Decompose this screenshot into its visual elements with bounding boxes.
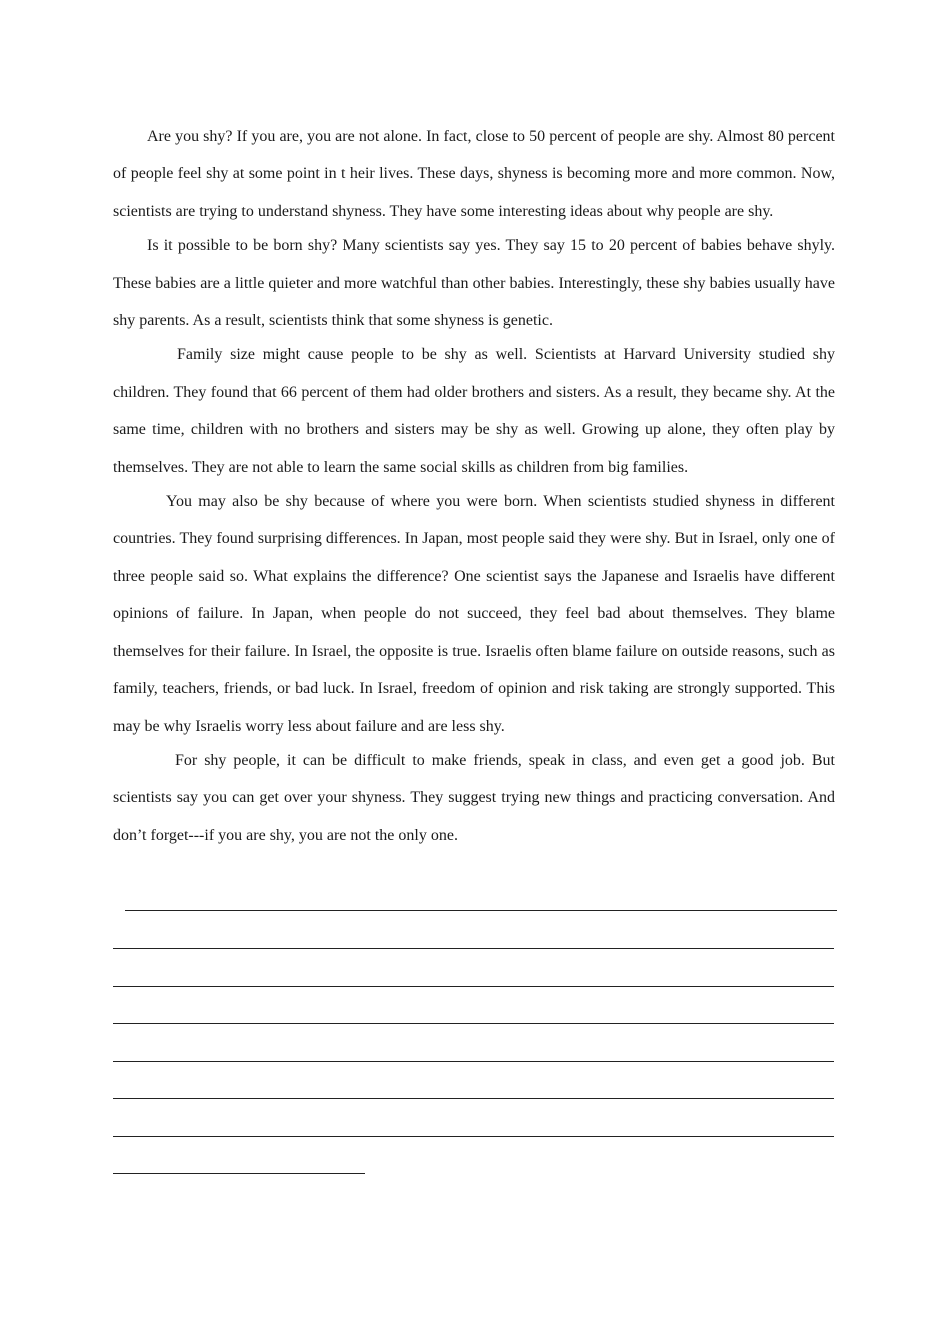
answer-line[interactable]: [125, 910, 837, 911]
paragraph-4: You may also be shy because of where you were born. When scientists studied shyness in different countries. They found surprising differences. In Japan, most people said they were shy. But in Israel, only one of three people said so. What explains the difference? One scientist says the Japanese and Israelis have different opinions of failure. In Japan, when people do not succeed, they feel bad about themselves. They blame themselves for their failure. In Israel, the opposite is true. Israelis often blame failure on outside reasons, such as family, teachers, friends, or bad luck. In Israel, freedom of opinion and risk taking are strongly supported. This may be why Israelis worry less about failure and are less shy.: [113, 493, 835, 735]
paragraph-5: For shy people, it can be difficult to make friends, speak in class, and even get a good job. But scientists say you can get over your shyness. They suggest trying new things and practicing conversation. And don’t forget---if you are shy, you are not the only one.: [113, 751, 835, 844]
paragraph-2: Is it possible to be born shy? Many scientists say yes. They say 15 to 20 percent of babies behave shyly. These babies are a little quieter and more watchful than other babies. Interestingly, these shy babies usually have shy parents. As a result, scientists think that some shyness is genetic.: [113, 237, 835, 330]
answer-line[interactable]: [113, 1098, 834, 1099]
paragraph-1: Are you shy? If you are, you are not alone. In fact, close to 50 percent of people are shy. Almost 80 percent of people feel shy at some point in t heir lives. These days, shyness is becoming more and more common. Now, scientists are trying to understand shyness. They have some interesting ideas about why people are shy.: [113, 128, 835, 220]
passage: [113, 118, 835, 854]
answer-line[interactable]: [113, 986, 834, 987]
paragraph-3: Family size might cause people to be shy as well. Scientists at Harvard University studied shy children. They found that 66 percent of them had older brothers and sisters. As a result, they became shy. At the same time, children with no brothers and sisters may be shy as well. Growing up alone, they often play by themselves. They are not able to learn the same social skills as children from big families.: [113, 346, 835, 476]
answer-line[interactable]: [113, 1136, 834, 1137]
answer-line[interactable]: [113, 1173, 365, 1174]
answer-line[interactable]: [113, 1061, 834, 1062]
answer-line[interactable]: [113, 1023, 834, 1024]
answer-line[interactable]: [113, 948, 834, 949]
